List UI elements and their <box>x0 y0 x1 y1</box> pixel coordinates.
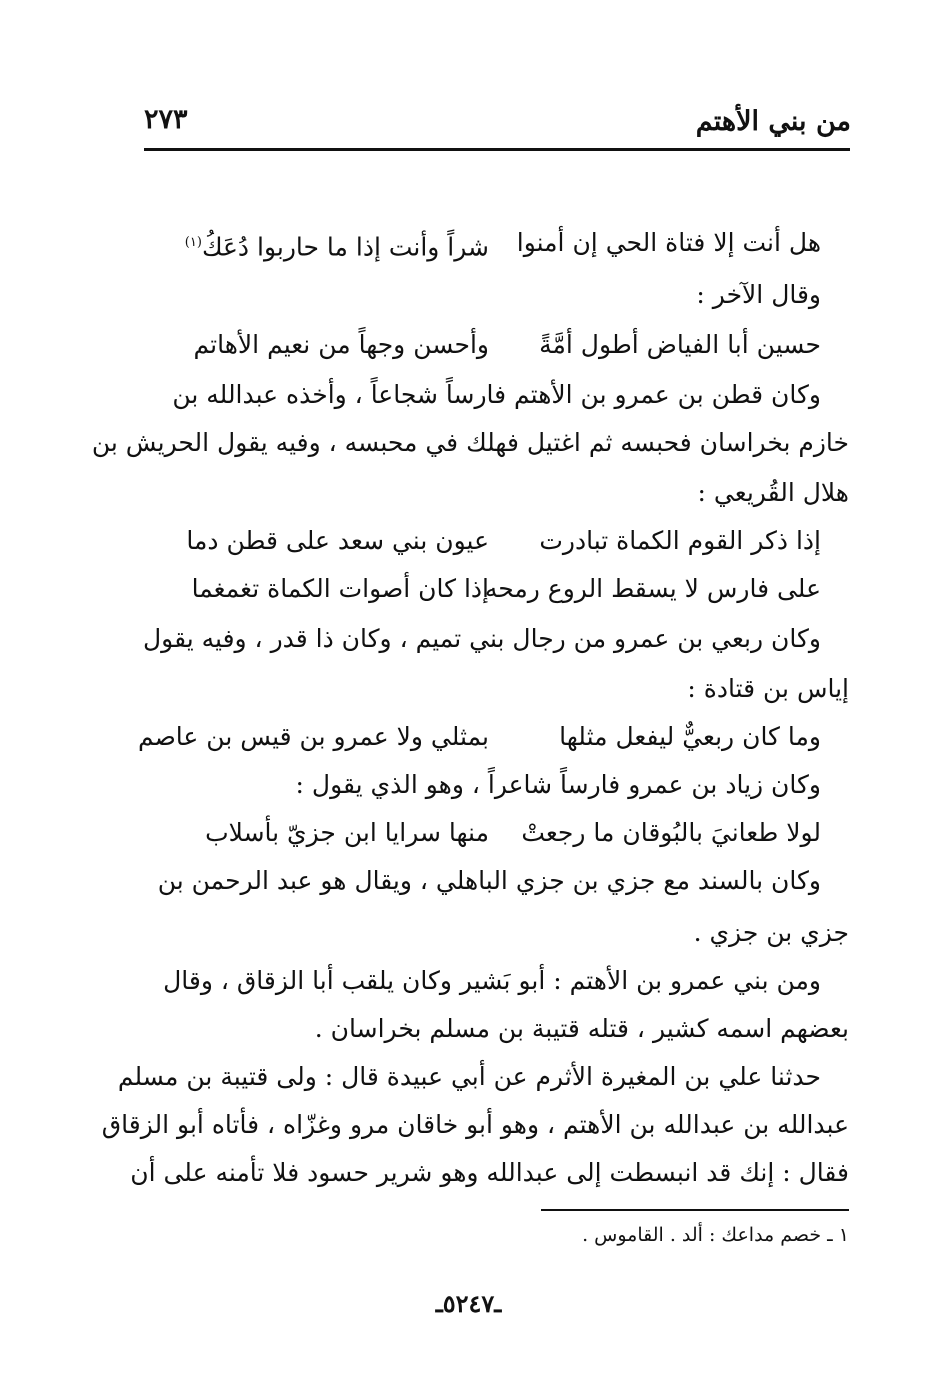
paragraph-line: بعضهم اسمه كشير ، قتله قتيبة بن مسلم بخراسان . <box>314 1014 849 1043</box>
verse-5-first-hemistich: وما كان ربعيٌّ ليفعل مثلها <box>559 722 821 751</box>
running-header-title: من بني الأهتم <box>695 106 851 137</box>
footnote-marker: (١) <box>184 235 202 250</box>
paragraph-line: وكان بالسند مع جزي بن جزي الباهلي ، ويقال هو عبد الرحمن بن <box>157 866 821 895</box>
verse-5-second-hemistich: بمثلي ولا عمرو بن قيس بن عاصم <box>137 722 489 751</box>
paragraph-line: وقال الآخر : <box>696 280 821 309</box>
paragraph-line: عبدالله بن عبدالله بن الأهتم ، وهو أبو خاقان مرو وغزّاه ، فأتاه أبو الزقاق <box>101 1110 849 1139</box>
paragraph-line: وكان زياد بن عمرو فارساً شاعراً ، وهو الذي يقول : <box>295 770 821 799</box>
footer-page-number: ـ٥٢٤٧ـ <box>435 1289 502 1318</box>
paragraph-line: حدثنا علي بن المغيرة الأثرم عن أبي عبيدة قال : ولى قتيبة بن مسلم <box>117 1062 821 1091</box>
paragraph-line: جزي بن جزي . <box>693 918 849 947</box>
paragraph-line: وكان ربعي بن عمرو من رجال بني تميم ، وكان ذا قدر ، وفيه يقول <box>143 624 821 653</box>
verse-1-second-hemistich: شراً وأنت إذا ما حاربوا دُعَكُ$^{(١)}$ <box>184 232 489 262</box>
footnote-rule <box>541 1209 849 1211</box>
paragraph-line: إياس بن قتادة : <box>687 674 849 703</box>
running-header-page-number: ٢٧٣ <box>144 104 188 135</box>
verse-1-first-hemistich: هل أنت إلا فتاة الحي إن أمنوا <box>516 228 821 257</box>
paragraph-line: ومن بني عمرو بن الأهتم : أبو بَشير وكان يلقب أبا الزقاق ، وقال <box>163 966 821 995</box>
verse-2-first-hemistich: حسين أبا الفياض أطول أمَّةً <box>539 330 821 359</box>
paragraph-line: خازم بخراسان فحبسه ثم اغتيل فهلك في محبسه ، وفيه يقول الحريش بن <box>91 428 849 457</box>
verse-2-second-hemistich: وأحسن وجهاً من نعيم الأهاتم <box>193 330 489 359</box>
verse-6-first-hemistich: لولا طعانيَ بالبُوقان ما رجعتْ <box>521 818 821 847</box>
verse-3-first-hemistich: إذا ذكر القوم الكماة تبادرت <box>539 526 821 555</box>
paragraph-line: وكان قطن بن عمرو بن الأهتم فارساً شجاعاً ، وأخذه عبدالله بن <box>172 380 821 409</box>
verse-6-second-hemistich: منها سرايا ابن جزيّ بأسلاب <box>205 818 489 847</box>
footnote: ١ ـ خصم مداعك : ألد . القاموس . <box>582 1224 849 1246</box>
header-rule <box>144 148 850 151</box>
verse-4-second-hemistich: إذا كان أصوات الكماة تغمغما <box>191 574 489 603</box>
paragraph-line: هلال القُريعي : <box>697 478 849 507</box>
verse-3-second-hemistich: عيون بني سعد على قطن دما <box>186 526 489 555</box>
paragraph-line: فقال : إنك قد انبسطت إلى عبدالله وهو شرير حسود فلا تأمنه على أن <box>130 1158 849 1187</box>
verse-4-first-hemistich: على فارس لا يسقط الروع رمحه <box>484 574 821 603</box>
